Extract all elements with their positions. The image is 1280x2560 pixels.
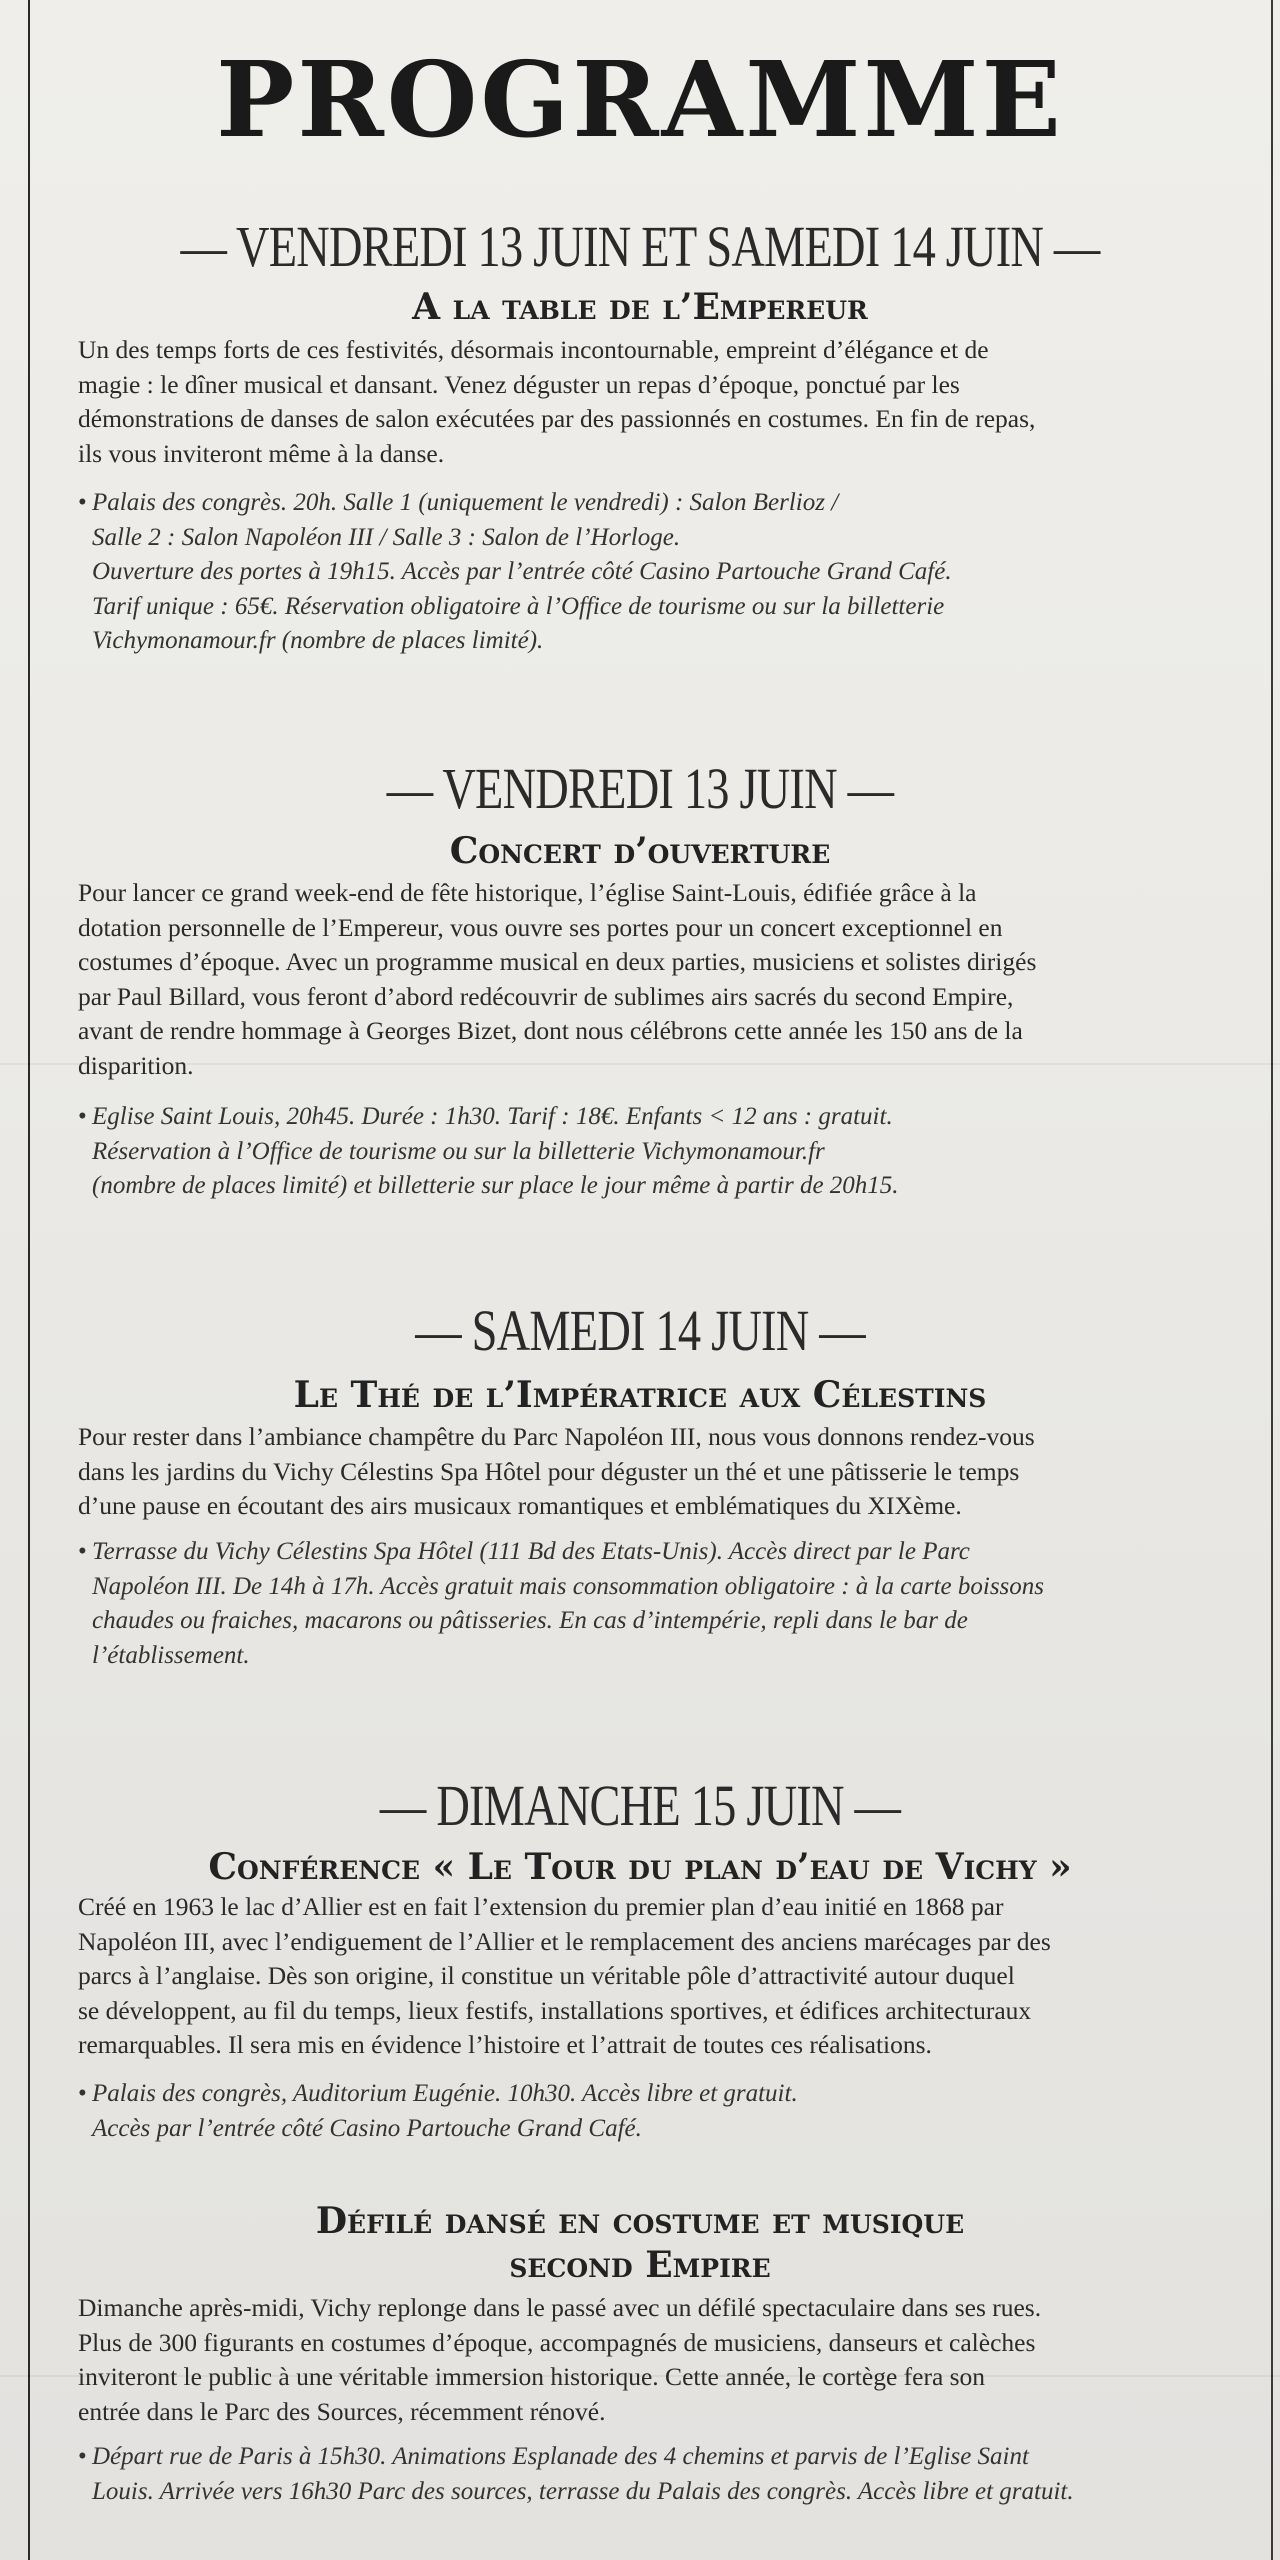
- event-practical-info: • Palais des congrès. 20h. Salle 1 (uniquement le vendredi) : Salon Berlioz / Salle 2 : Salon Napoléon III / Salle 3 : Salon de l’Horloge. Ouverture des portes à 19h15. Accès par l’entrée côté Casino Partouche Grand Café. Tarif unique : 65€. Réservation obligatoire à l’Office de tourisme ou sur la billetterie Vichymonamour.fr (nombre de places limité).: [78, 486, 1228, 659]
- event-title: A la table de l’Empereur: [412, 286, 868, 328]
- event-title: Conférence « Le Tour du plan d’eau de Vichy »: [208, 1846, 1072, 1888]
- event-description: Pour lancer ce grand week-end de fête historique, l’église Saint-Louis, édifiée grâce à la dotation personnelle de l’Empereur, vous ouvre ses portes pour un concert exceptionnel en costumes d’époque. Avec un programme musical en deux parties, musiciens et solistes dirigés par Paul Billard, vous feront d’abord redécouvrir de sublimes airs sacrés du second Empire, avant de rendre hommage à Georges Bizet, dont nous célébrons cette année les 150 ans de la disparition.: [78, 878, 1037, 1080]
- event-practical-info: • Départ rue de Paris à 15h30. Animations Esplanade des 4 chemins et parvis de l’Eglise Saint Louis. Arrivée vers 16h30 Parc des sources, terrasse du Palais des congrès. Accès libre et gratuit.: [78, 2440, 1228, 2509]
- bullet-icon: •: [78, 2443, 87, 2470]
- event-description: Un des temps forts de ces festivités, désormais incontournable, empreint d’élégance et de magie : le dîner musical et dansant. Venez déguster un repas d’époque, ponctué par les démonstrations de danses de salon exécutées par des passionnés en costumes. En fin de repas, ils vous inviteront même à la danse.: [78, 335, 1036, 468]
- bullet-icon: •: [78, 1538, 87, 1565]
- event-description: Pour rester dans l’ambiance champêtre du Parc Napoléon III, nous vous donnons rendez-vous dans les jardins du Vichy Célestins Spa Hôtel pour déguster un thé et une pâtisserie le temps d’une pause en écoutant des airs musicaux romantiques et emblématiques du XIXème.: [78, 1422, 1035, 1520]
- event-date: — VENDREDI 13 JUIN ET SAMEDI 14 JUIN —: [180, 214, 1100, 279]
- event-date: — SAMEDI 14 JUIN —: [415, 1298, 865, 1363]
- event-practical-info: • Palais des congrès, Auditorium Eugénie. 10h30. Accès libre et gratuit. Accès par l’entrée côté Casino Partouche Grand Café.: [78, 2077, 1228, 2146]
- left-border-rule: [28, 0, 30, 2560]
- page-title: PROGRAMME: [216, 38, 1064, 161]
- event-practical-info: • Terrasse du Vichy Célestins Spa Hôtel (111 Bd des Etats-Unis). Accès direct par le Parc Napoléon III. De 14h à 17h. Accès gratuit mais consommation obligatoire : à la carte boissons chaudes ou fraiches, macarons ou pâtisseries. En cas d’intempérie, repli dans le bar de l’établissement.: [78, 1535, 1228, 1673]
- event-title: Défilé dansé en costume et musique second Empire: [315, 2200, 965, 2286]
- event-description: Créé en 1963 le lac d’Allier est en fait l’extension du premier plan d’eau initié en 1868 par Napoléon III, avec l’endiguement de l’Allier et le remplacement des anciens marécages par des parcs à l’anglaise. Dès son origine, il constitue un véritable pôle d’attractivité autour duquel se développent, au fil du temps, lieux festifs, installations sportives, et édifices architecturaux remarquables. Il sera mis en évidence l’histoire et l’attrait de toutes ces réalisations.: [78, 1892, 1051, 2059]
- event-date: — VENDREDI 13 JUIN —: [386, 756, 894, 821]
- event-title: Concert d’ouverture: [449, 830, 831, 872]
- bullet-icon: •: [78, 2080, 87, 2107]
- right-border-rule: [1271, 0, 1273, 2560]
- bullet-icon: •: [78, 489, 87, 516]
- event-date: — DIMANCHE 15 JUIN —: [379, 1773, 901, 1838]
- bullet-icon: •: [78, 1103, 87, 1130]
- event-title: Le Thé de l’Impératrice aux Célestins: [293, 1374, 987, 1416]
- event-practical-info: • Eglise Saint Louis, 20h45. Durée : 1h30. Tarif : 18€. Enfants < 12 ans : gratuit. Réservation à l’Office de tourisme ou sur la billetterie Vichymonamour.fr (nombre de places limité) et billetterie sur place le jour même à partir de 20h15.: [78, 1100, 1228, 1204]
- event-description: Dimanche après-midi, Vichy replonge dans le passé avec un défilé spectaculaire dans ses rues. Plus de 300 figurants en costumes d’époque, accompagnés de musiciens, danseurs et calèches inviteront le public à une véritable immersion historique. Cette année, le cortège fera son entrée dans le Parc des Sources, récemment rénové.: [78, 2293, 1042, 2426]
